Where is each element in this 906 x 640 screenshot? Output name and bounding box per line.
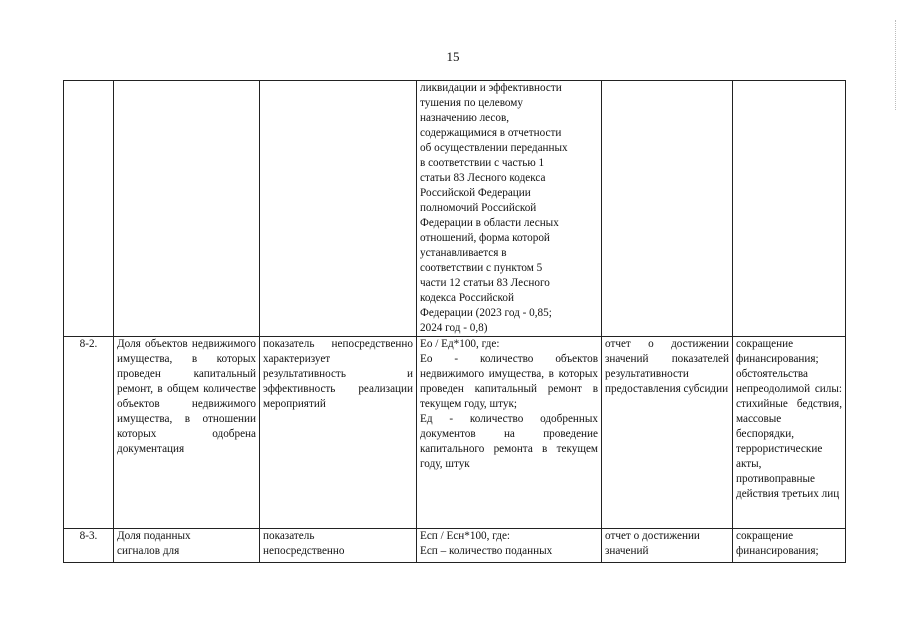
text-line: сигналов для bbox=[117, 545, 180, 557]
formula-variable: Есп – количество поданных bbox=[420, 545, 553, 557]
text-line: содержащимися в отчетности bbox=[420, 127, 562, 139]
text-line: устанавливается в bbox=[420, 247, 507, 259]
formula-variable: Ео - количество объектов недвижимого имущества, в которых проведен капитальный ремонт в текущем году, штук; bbox=[420, 353, 598, 410]
cell-formula-continuation bbox=[417, 81, 602, 337]
risk-factors-cell bbox=[733, 529, 846, 563]
indicator-name: Доля объектов недвижимого имущества, в которых проведен капитальный ремонт, в общем количестве объектов недвижимого имущества, в отношении которых одобрена документация bbox=[114, 337, 260, 529]
text-line: Российской Федерации bbox=[420, 187, 531, 199]
text-line: полномочий Российской bbox=[420, 202, 537, 214]
indicator-characteristic bbox=[260, 529, 417, 563]
text-line: отчет о достижении bbox=[605, 530, 700, 542]
text-line: назначению лесов, bbox=[420, 112, 510, 124]
scan-edge-marks bbox=[895, 20, 902, 110]
text-line: 2024 год - 0,8) bbox=[420, 322, 488, 334]
row-number: 8-2. bbox=[64, 337, 114, 529]
calculation-formula-cell bbox=[417, 337, 602, 529]
formula: Ео / Ед*100, где: bbox=[420, 338, 500, 350]
formula-variable: Ед - количество одобренных документов на проведение капитального ремонта в текущем году, штук bbox=[420, 413, 598, 470]
indicator-name bbox=[114, 529, 260, 563]
table-row-continuation bbox=[64, 81, 846, 337]
text-line: Доля поданных bbox=[117, 530, 191, 542]
page-number: 15 bbox=[446, 49, 460, 64]
table-row bbox=[64, 337, 846, 529]
cell-characteristic-empty bbox=[260, 81, 417, 337]
text-line: ликвидации и эффективности bbox=[420, 82, 562, 94]
text-line: Федерации (2023 год - 0,85; bbox=[420, 307, 552, 319]
text-line: тушения по целевому bbox=[420, 97, 523, 109]
text-line: значений bbox=[605, 545, 649, 557]
text-line: соответствии с пунктом 5 bbox=[420, 262, 543, 274]
data-source bbox=[602, 529, 733, 563]
text-line: об осуществлении переданных bbox=[420, 142, 568, 154]
risk-factor: сокращение финансирования; bbox=[736, 338, 819, 365]
cell-name-empty bbox=[114, 81, 260, 337]
indicators-table bbox=[63, 80, 846, 563]
indicator-characteristic: показатель непосредственно характеризует результативность и эффективность реализации мероприятий bbox=[260, 337, 417, 529]
cell-number-empty bbox=[64, 81, 114, 337]
text-line: финансирования; bbox=[736, 545, 819, 557]
cell-source-empty bbox=[602, 81, 733, 337]
text-line: показатель bbox=[263, 530, 315, 542]
text-line: в соответствии с частью 1 bbox=[420, 157, 545, 169]
risk-factor: обстоятельства непреодолимой силы: стихийные бедствия, массовые беспорядки, террористические акты, противоправные действия третьих лиц bbox=[736, 368, 842, 500]
risk-factors-cell bbox=[733, 337, 846, 529]
text-line: Федерации в области лесных bbox=[420, 217, 559, 229]
data-source: отчет о достижении значений показателей результативности предоставления субсидии bbox=[602, 337, 733, 529]
text-line: отношений, форма которой bbox=[420, 232, 550, 244]
calculation-formula-cell bbox=[417, 529, 602, 563]
text-line: статьи 83 Лесного кодекса bbox=[420, 172, 546, 184]
cell-factors-empty bbox=[733, 81, 846, 337]
formula: Есп / Есн*100, где: bbox=[420, 530, 511, 542]
text-line: кодекса Российской bbox=[420, 292, 514, 304]
text-line: сокращение bbox=[736, 530, 794, 542]
row-number: 8-3. bbox=[64, 529, 114, 563]
text-line: части 12 статьи 83 Лесного bbox=[420, 277, 550, 289]
table-row bbox=[64, 529, 846, 563]
text-line: непосредственно bbox=[263, 545, 345, 557]
